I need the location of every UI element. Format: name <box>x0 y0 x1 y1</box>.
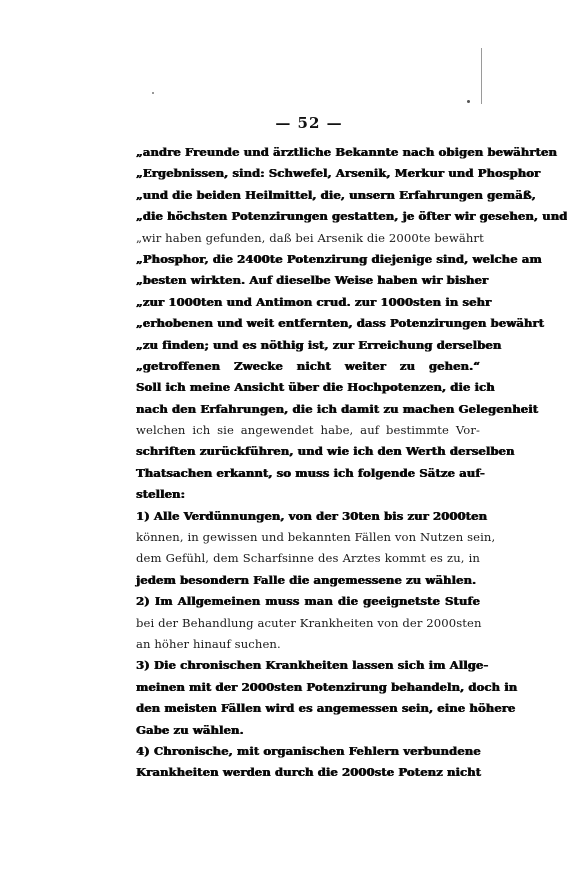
text-line: „Ergebnissen, sind: Schwefel, Arsenik, Merkur und Phosphor <box>136 166 541 181</box>
text-line: an höher hinauf suchen. <box>136 636 281 651</box>
text-line: „Phosphor, die 2400te Potenzirung diejenige sind, welche am <box>136 251 542 266</box>
page-speck <box>152 92 154 94</box>
text-line: schriften zurückführen, und wie ich den Werth derselben <box>136 444 515 459</box>
text-line: Krankheiten werden durch die 2000ste Potenz nicht <box>136 765 482 780</box>
text-line: Gabe zu wählen. <box>136 722 244 737</box>
text-line: „besten wirkten. Auf dieselbe Weise haben wir bisher <box>136 273 489 288</box>
body-text <box>136 142 567 784</box>
text-line: welchen ich sie angewendet habe, auf bestimmte Vor- <box>136 423 480 438</box>
text-line: 1) Alle Verdünnungen, von der 30ten bis zur 2000ten <box>136 508 488 523</box>
text-line: 4) Chronische, mit organischen Fehlern verbundene <box>136 743 481 758</box>
text-line: dem Gefühl, dem Scharfsinne des Arztes kommt es zu, in <box>136 551 480 566</box>
text-line: nach den Erfahrungen, die ich damit zu machen Gelegenheit <box>136 401 539 416</box>
page-number: — 52 — <box>275 114 343 132</box>
text-line: 2) Im Allgemeinen muss man die geeignetste Stufe <box>136 594 480 609</box>
text-line: „zu finden; und es nöthig ist, zur Erreichung derselben <box>136 337 502 352</box>
text-line: können, in gewissen und bekannten Fällen von Nutzen sein, <box>136 530 496 545</box>
text-line: Thatsachen erkannt, so muss ich folgende Sätze auf- <box>136 465 485 480</box>
text-line: meinen mit der 2000sten Potenzirung behandeln, doch in <box>136 679 518 694</box>
page-edge-line <box>481 48 482 104</box>
text-line: den meisten Fällen wird es angemessen sein, eine höhere <box>136 701 516 716</box>
text-line: stellen: <box>136 487 185 502</box>
text-line: „andre Freunde und ärztliche Bekannte nach obigen bewährten <box>136 145 557 159</box>
page-speck <box>467 100 470 103</box>
text-line: 3) Die chronischen Krankheiten lassen sich im Allge- <box>136 658 489 673</box>
text-line: „die höchsten Potenzirungen gestatten, je öfter wir gesehen, und <box>136 209 567 224</box>
text-line: „erhobenen und weit entfernten, dass Potenzirungen bewährt <box>136 316 545 331</box>
text-line: jedem besondern Falle die angemessene zu wählen. <box>136 572 477 587</box>
text-line: „getroffenen Zwecke nicht weiter zu gehen.“ <box>136 358 480 373</box>
text-line: „und die beiden Heilmittel, die, unsern Erfahrungen gemäß, <box>136 187 536 202</box>
text-line: „wir haben gefunden, daß bei Arsenik die 2000te bewährt <box>136 230 484 245</box>
text-line: Soll ich meine Ansicht über die Hochpotenzen, die ich <box>136 380 495 395</box>
text-line: „zur 1000ten und Antimon crud. zur 1000sten in sehr <box>136 294 492 309</box>
text-line: bei der Behandlung acuter Krankheiten von der 2000sten <box>136 615 482 630</box>
